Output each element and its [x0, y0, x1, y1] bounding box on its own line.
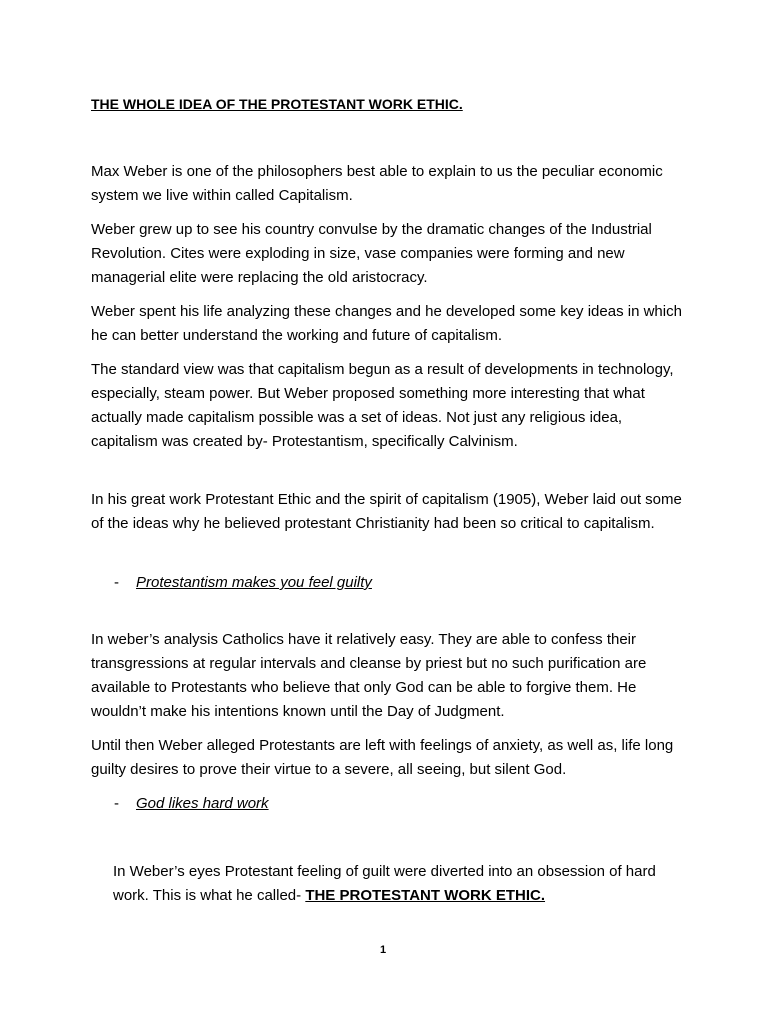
paragraph-work-ethic [113, 860, 693, 908]
bullet-text: God likes hard work [136, 795, 269, 812]
emphasis-work-ethic: THE PROTESTANT WORK ETHIC. [305, 887, 546, 904]
paragraph-standard-view: The standard view was that capitalism begun as a result of developments in technology, especially, steam power. But Weber proposed something more interesting that what actually made capitalism possible was a set of ideas. Not just any religious idea, capitalism was created by- Protestantism, specifically Calvinism. [91, 361, 674, 450]
paragraph-industrial-revolution: Weber grew up to see his country convulse by the dramatic changes of the Industrial Revolution. Cites were exploding in size, vase companies were forming and new managerial elite were replacing the old aristocracy. [91, 221, 652, 286]
paragraph-anxiety: Until then Weber alleged Protestants are left with feelings of anxiety, as well as, life long guilty desires to prove their virtue to a severe, all seeing, but silent God. [91, 737, 674, 778]
paragraph-great-work: In his great work Protestant Ethic and the spirit of capitalism (1905), Weber laid out some of the ideas why he believed protestant Christianity had been so critical to capitalism. [91, 491, 682, 532]
bullet-dash: - [114, 574, 119, 591]
page-number: 1 [380, 944, 387, 956]
bullet-protestantism-guilty [114, 571, 372, 595]
paragraph-text: In Weber’s eyes Protestant feeling of guilt were diverted into an obsession of hard work. This is what he called- [113, 863, 656, 904]
document-title: THE WHOLE IDEA OF THE PROTESTANT WORK ETHIC. [91, 96, 463, 112]
bullet-text: Protestantism makes you feel guilty [136, 574, 372, 591]
paragraph-catholics: In weber’s analysis Catholics have it relatively easy. They are able to confess their transgressions at regular intervals and cleanse by priest but no such purification are available to Protestants who believe that only God can be able to forgive them. He wouldn’t make his intentions known until the Day of Judgment. [91, 631, 647, 720]
bullet-god-likes-hard-work [114, 792, 269, 816]
paragraph-key-ideas: Weber spent his life analyzing these changes and he developed some key ideas in which he can better understand the working and future of capitalism. [91, 303, 682, 344]
bullet-dash: - [114, 795, 119, 812]
paragraph-intro: Max Weber is one of the philosophers best able to explain to us the peculiar economic system we live within called Capitalism. [91, 163, 663, 204]
